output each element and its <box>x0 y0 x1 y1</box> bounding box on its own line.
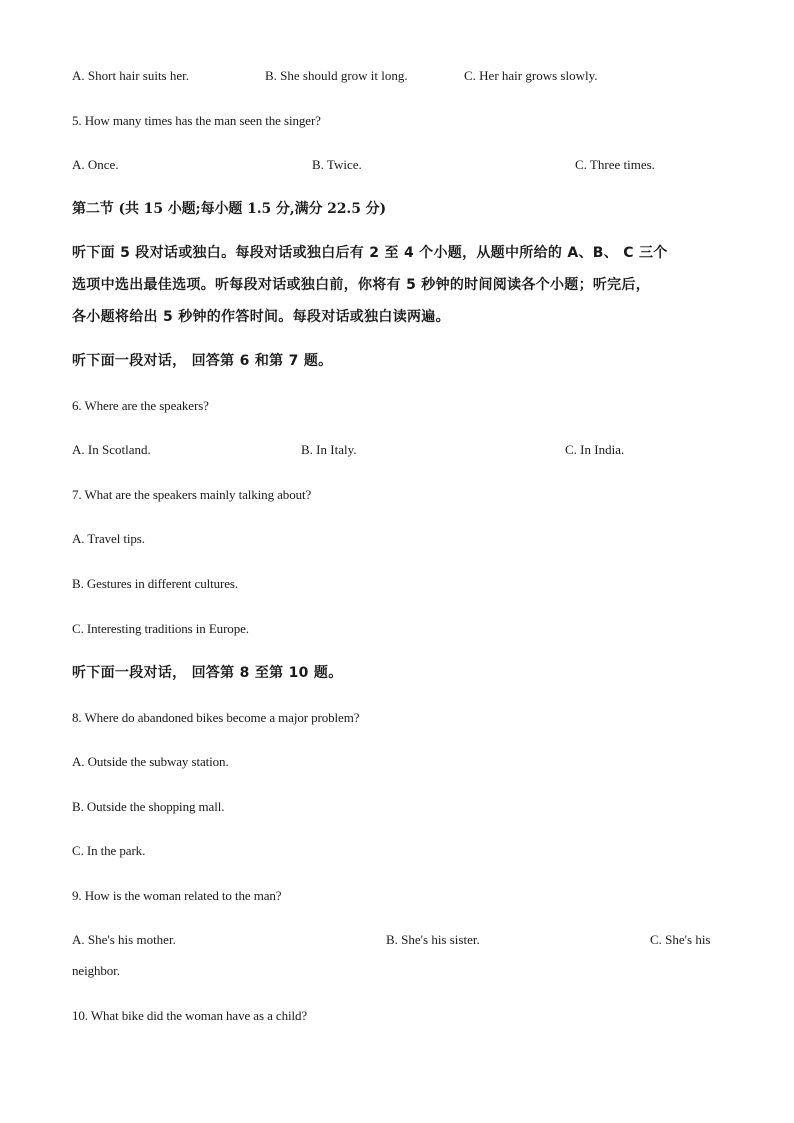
section-title: 第二节 (共 15 小题;每小题 1.5 分,满分 22.5 分) <box>72 201 387 217</box>
instructions-line-3: 各小题将给出 5 秒钟的作答时间。每段对话或独白读两遍。 <box>72 309 450 325</box>
q9-question: 9. How is the woman related to the man? <box>72 888 282 903</box>
q5-option-a: A. Once. <box>72 157 119 172</box>
q6-option-b: B. In Italy. <box>301 442 357 457</box>
q9-option-a: A. She's his mother. <box>72 932 176 947</box>
q5-option-c: C. Three times. <box>575 157 655 172</box>
q10-question: 10. What bike did the woman have as a child? <box>72 1008 308 1023</box>
q5-question: 5. How many times has the man seen the singer? <box>72 113 321 128</box>
q9-option-c: C. She's his <box>650 932 711 947</box>
q6-option-a: A. In Scotland. <box>72 442 151 457</box>
q6-option-c: C. In India. <box>565 442 625 457</box>
q9-option-c-wrap: neighbor. <box>72 963 120 978</box>
q8-option-b: B. Outside the shopping mall. <box>72 799 225 814</box>
q4-option-c: C. Her hair grows slowly. <box>464 68 598 83</box>
q8-question: 8. Where do abandoned bikes become a major problem? <box>72 710 360 725</box>
q5-option-b: B. Twice. <box>312 157 362 172</box>
group-heading-8-10: 听下面一段对话， 回答第 8 至第 10 题。 <box>72 665 343 681</box>
q7-option-a: A. Travel tips. <box>72 531 145 546</box>
group-heading-6-7: 听下面一段对话， 回答第 6 和第 7 题。 <box>72 353 333 369</box>
q4-option-a: A. Short hair suits her. <box>72 68 189 83</box>
q7-question: 7. What are the speakers mainly talking about? <box>72 487 312 502</box>
instructions-line-1: 听下面 5 段对话或独白。每段对话或独白后有 2 至 4 个小题，从题中所给的 A、B、 C 三个 <box>72 245 668 261</box>
q7-option-c: C. Interesting traditions in Europe. <box>72 621 249 636</box>
q4-option-b: B. She should grow it long. <box>265 68 408 83</box>
q6-question: 6. Where are the speakers? <box>72 398 209 413</box>
q8-option-c: C. In the park. <box>72 843 146 858</box>
q9-option-b: B. She's his sister. <box>386 932 480 947</box>
q8-option-a: A. Outside the subway station. <box>72 754 229 769</box>
instructions-line-2: 选项中选出最佳选项。听每段对话或独白前，你将有 5 秒钟的时间阅读各个小题；听完后， <box>72 277 651 293</box>
q7-option-b: B. Gestures in different cultures. <box>72 576 239 591</box>
